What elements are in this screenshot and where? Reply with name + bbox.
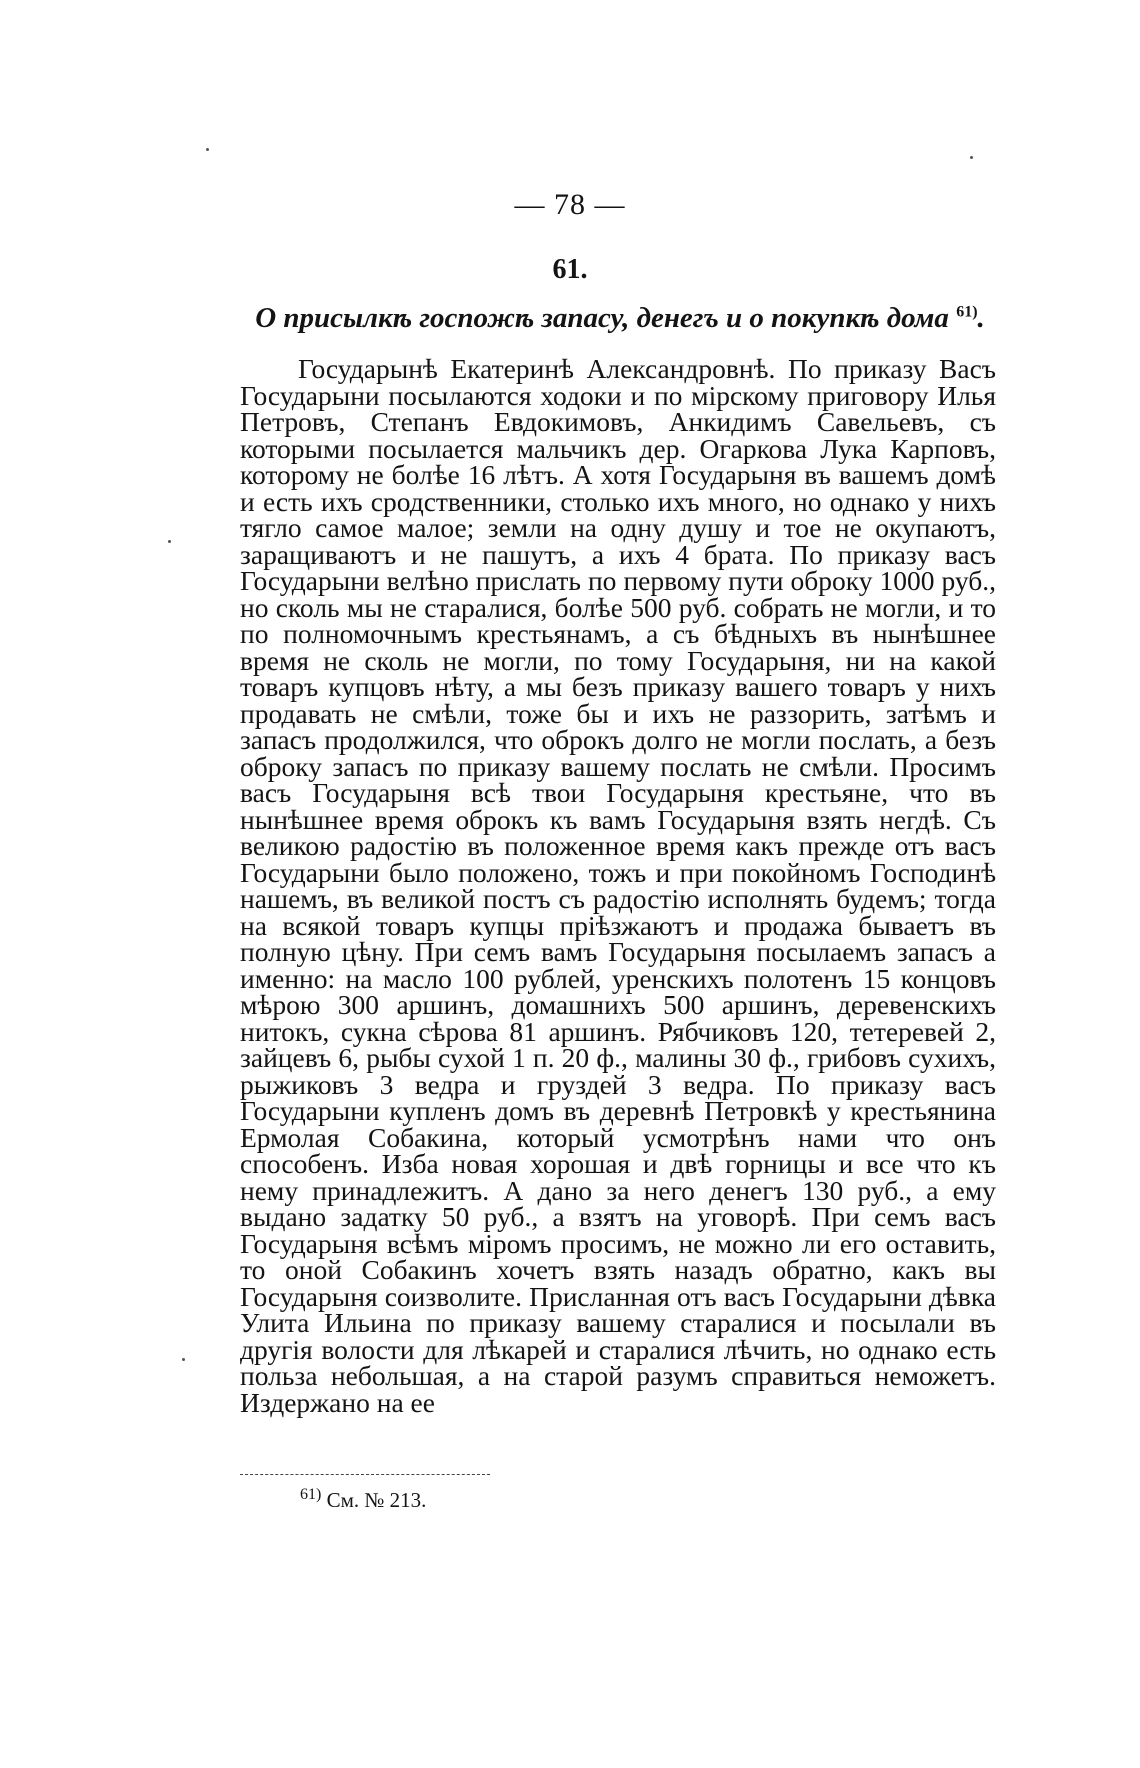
scan-speck	[206, 148, 209, 151]
page-number: — 78 —	[514, 188, 626, 221]
document-title-text: О присылкѣ госпожѣ запасу, денегъ и о покупкѣ дома	[255, 302, 949, 334]
footnote-divider	[240, 1474, 490, 1475]
footnote-marker: 61)	[300, 1486, 322, 1503]
scan-speck	[168, 540, 171, 543]
footnote	[300, 1486, 426, 1513]
title-footnote-ref: 61)	[956, 303, 978, 321]
scan-speck	[182, 1358, 185, 1361]
document-body: Государынѣ Екатеринѣ Александровнѣ. По приказу Васъ Государыни посылаются ходоки и по мірскому приговору Илья Петровъ, Степанъ Евдокимовъ, Анкидимъ Савельевъ, съ которыми посылается мальчикъ дер. Огаркова Лука Карповъ, которому не болѣе 16 лѣтъ. А хотя Государыня въ вашемъ домѣ и есть ихъ сродственники, столько ихъ много, но однако у нихъ тягло самое малое; земли на одну душу и тое не окупаютъ, заращиваютъ и не пашутъ, а ихъ 4 брата. По приказу васъ Государыни велѣно прислать по первому пути оброку 1000 руб., но сколь мы не старалися, болѣе 500 руб. собрать не могли, и то по полномочнымъ крестьянамъ, а съ бѣдныхъ въ нынѣшнее время не сколь не могли, по тому Государыня, ни на какой товаръ купцовъ нѣту, а мы безъ приказу вашего товаръ у нихъ продавать не смѣли, тоже бы и ихъ не раззорить, затѣмъ и запасъ продолжился, что оброкъ долго не могли послать, а безъ оброку запасъ по приказу вашему послать не смѣли. Просимъ васъ Государыня всѣ твои Государыня крестьяне, что въ нынѣшнее время оброкъ къ вамъ Государыня взять негдѣ. Съ великою радостію въ положенное время какъ прежде отъ васъ Государыни было положено, тожъ и при покойномъ Господинѣ нашемъ, въ великой постъ съ радостію исполнять будемъ; тогда на всякой товаръ купцы пріѣзжаютъ и продажа бываетъ въ полную цѣну. При семъ вамъ Государыня посылаемъ запасъ а именно: на масло 100 рублей, уренскихъ полотенъ 15 концовъ мѣрою 300 аршинъ, домашнихъ 500 аршинъ, деревенскихъ нитокъ, сукна сѣрова 81 аршинъ. Рябчиковъ 120, тетеревей 2, зайцевъ 6, рыбы сухой 1 п. 20 ф., малины 30 ф., грибовъ сухихъ, рыжиковъ 3 ведра и груздей 3 ведра. По приказу васъ Государыни купленъ домъ въ деревнѣ Петровкѣ у крестьянина Ермолая Собакина, который усмотрѣнъ нами что онъ способенъ. Изба новая хорошая и двѣ горницы и все что къ нему принадлежитъ. А дано за него денегъ 130 руб., а ему выдано задатку 50 руб., а взятъ на уговорѣ. При семъ васъ Государыня всѣмъ міромъ просимъ, не можно ли его оставить, то оной Собакинъ хочетъ взять назадъ обратно, какъ вы Государыня соизволите. Присланная отъ васъ Государыни дѣвка Улита Ильина по приказу вашему старалися и посылали въ другія волости для лѣкарей и старалися лѣчить, но однако есть польза небольшая, а на старой разумъ справиться неможетъ. Издержано на ее	[240, 353, 996, 1418]
document-number: 61.	[552, 254, 588, 285]
document-title: О присылкѣ госпожѣ запасу, денегъ и о покупкѣ дома $^{61)}$.	[255, 302, 985, 334]
scan-speck	[970, 156, 973, 159]
footnote-text: См. № 213.	[326, 1488, 427, 1512]
